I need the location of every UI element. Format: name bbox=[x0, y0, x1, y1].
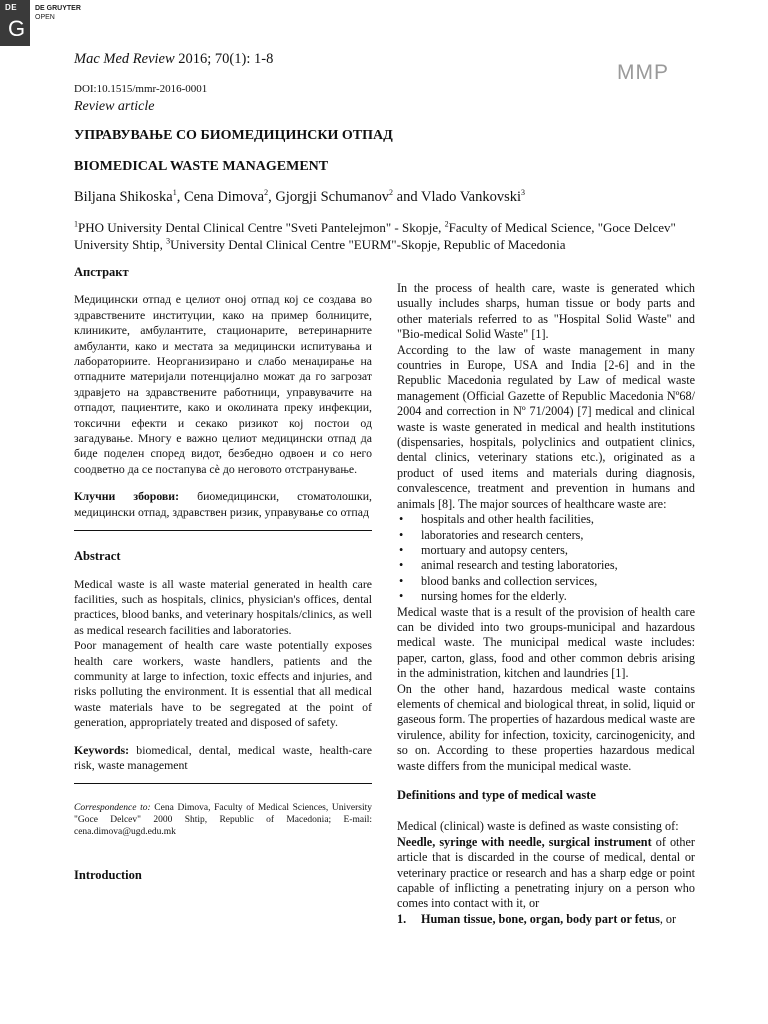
affiliation-text: Faculty of Medical Science, "Goce Delcev" University Shtip, bbox=[74, 220, 676, 252]
author-separator: , bbox=[268, 189, 276, 205]
body-paragraph bbox=[397, 835, 695, 912]
author-affiliation-mark: 1 bbox=[172, 188, 177, 198]
affiliation-text: PHO University Dental Clinical Centre "Sveti Pantelejmon" - Skopje, bbox=[78, 220, 445, 235]
correspondence-text: Cena Dimova, Faculty of Medical Sciences, University "Goce Delcev" 2000 Shtip, Republic of Macedonia; E-mail: cena.dimova@ugd.edu.mk bbox=[74, 803, 372, 838]
logo-top-text: DE bbox=[5, 3, 18, 12]
correspondence-label: Correspondence to: bbox=[74, 803, 151, 814]
author-name: Gjorgji Schumanov bbox=[275, 189, 390, 205]
author-name: Biljana Shikoska bbox=[74, 189, 173, 205]
author-separator: and bbox=[393, 189, 421, 205]
author-affiliation-mark: 2 bbox=[264, 188, 269, 198]
title-macedonian: УПРАВУВАЊЕ СО БИОМЕДИЦИНСКИ ОТПАД bbox=[74, 128, 393, 143]
keywords-en bbox=[74, 743, 372, 774]
left-column bbox=[74, 265, 372, 884]
author-separator: , bbox=[176, 189, 184, 205]
bold-term: Human tissue, bone, organ, body part or fetus bbox=[421, 911, 660, 926]
right-column bbox=[397, 281, 695, 927]
body-paragraph: On the other hand, hazardous medical waste contains elements of chemical and biological threat, in solid, liquid or gaseous form. The properties of hazardous medical waste are virulence, ability for infection, toxicity, carcinogenicity, and so on. According to these properties hazardous medical waste differs from the municipal medical waste. bbox=[397, 681, 695, 773]
abstract-mk-heading: Апстракт bbox=[74, 265, 129, 279]
waste-sources-list bbox=[397, 512, 695, 604]
body-paragraph: Medical waste that is a result of the provision of health care can be divided into two groups-municipal and hazardous medical waste. The municipal medical waste includes: paper, carton, glass, food and other common debris arising in the administration, kitchen and laundries [1]. bbox=[397, 604, 695, 681]
author-name: Cena Dimova bbox=[183, 189, 265, 205]
body-text: of other article that is discarded in the course of medical, dental or veterinary practice or research and has a sharp edge or point capable of inflicting a penetrating injury on a person who comes into contact with it, or bbox=[397, 834, 695, 911]
list-item: • animal research and testing laboratories, bbox=[397, 558, 695, 573]
body-paragraph: In the process of health care, waste is generated which usually includes sharps, human tissue or body parts and other materials referred to as "Hospital Solid Waste" and "Bio-medical Solid Waste" [1]. bbox=[397, 281, 695, 342]
article-type: Review article bbox=[74, 99, 155, 114]
affiliation-text: University Dental Clinical Centre "EURM"-Skopje, Republic of Macedonia bbox=[170, 237, 566, 252]
list-item: • laboratories and research centers, bbox=[397, 528, 695, 543]
keywords-en-label: Keywords: bbox=[74, 742, 130, 757]
affiliation-mark: 2 bbox=[444, 219, 449, 229]
body-paragraph: According to the law of waste management in many countries in Europe, USA and India [2-6] and in the Republic Macedonia regulated by Law of medical waste management (Official Gazette of Republic Macedonia Nº68/ 2004 and correction in Nº 71/2004) [7] medical and clinical waste is waste generated in medical and health institutions (dispensaries, hospitals, polyclinics and outpatient clinics, dental clinics, veterinary stations etc.), originated as a product of used items and materials during diagnosis, convalescence, treatment and prevention in humans and animals [8]. The major sources of healthcare waste are: bbox=[397, 342, 695, 511]
abstract-en-text-1: Medical waste is all waste material generated in health care facilities, such as hospitals, clinics, physician's offices, dental practices, blood banks, and veterinary hospitals/clinics, as well as medical research facilities and laboratories. bbox=[74, 576, 372, 637]
abstract-mk-text: Медицински отпад е целиот оној отпад кој се создава во здравствените институции, како на пример болниците, клиниките, амбулантите, стационарите, ветеринарните амбуланти, како и местата за медицински испитувања и лабораториите. Неорганизирано и слабо менаџирање на отпадните материјали потенцијално можат да го загрозат здравјето на здравствените работници, управувачите на отпадот, пациентите, како и околината преку инфекции, токсични ефекти и секако ризикот кој постои од загадување. Многу е важно целиот медицински отпад да биде поделен според видот, безбедно одвоен и со него соодветно да се постапува сѐ до неговото отстранување. bbox=[74, 292, 372, 476]
author-affiliation-mark: 2 bbox=[389, 188, 394, 198]
publisher-name bbox=[35, 4, 81, 22]
definitions-heading: Definitions and type of medical waste bbox=[397, 788, 596, 802]
abstract-en-heading: Abstract bbox=[74, 549, 121, 564]
doi: DOI:10.1515/mmr-2016-0001 bbox=[74, 83, 208, 95]
affiliations bbox=[74, 219, 694, 253]
publisher-title: DE GRUYTER bbox=[35, 5, 81, 12]
correspondence bbox=[74, 802, 372, 838]
abstract-en-text-2: Poor management of health care waste potentially exposes health care workers, waste handlers, patients and the community at large to infection, toxic effects and injuries, and risks polluting the environment. It is essential that all medical waste materials have to be segregated at the point of generation, appropriately treated and disposed of safety. bbox=[74, 638, 372, 730]
list-item: • nursing homes for the elderly. bbox=[397, 589, 695, 604]
keywords-mk bbox=[74, 489, 372, 520]
author-list bbox=[74, 189, 525, 206]
bold-term: Needle, syringe with needle, surgical instrument bbox=[397, 834, 652, 849]
journal-volume: 2016; 70(1): 1-8 bbox=[178, 51, 274, 67]
title-english: BIOMEDICAL WASTE MANAGEMENT bbox=[74, 159, 329, 174]
affiliation-mark: 1 bbox=[74, 219, 78, 229]
journal-name: Mac Med Review bbox=[74, 51, 175, 67]
body-paragraph: Medical (clinical) waste is defined as waste consisting of: bbox=[397, 819, 679, 834]
keywords-mk-label: Клучни зборови: bbox=[74, 489, 180, 504]
publisher-logo bbox=[0, 0, 30, 46]
publisher-subtitle: OPEN bbox=[35, 14, 55, 21]
section-divider bbox=[74, 783, 372, 784]
affiliation-mark: 3 bbox=[166, 236, 171, 246]
logo-mark: G bbox=[8, 16, 26, 41]
author-name: Vlado Vankovski bbox=[420, 189, 522, 205]
list-item: • hospitals and other health facilities, bbox=[397, 512, 695, 527]
list-item: • blood banks and collection services, bbox=[397, 574, 695, 589]
author-affiliation-mark: 3 bbox=[521, 188, 526, 198]
journal-logo-text: MMP bbox=[617, 61, 669, 84]
journal-citation bbox=[74, 51, 273, 68]
numbered-item bbox=[397, 912, 695, 927]
list-item: • mortuary and autopsy centers, bbox=[397, 543, 695, 558]
introduction-heading: Introduction bbox=[74, 868, 142, 883]
keywords-en-text: biomedical, dental, medical waste, health-care risk, waste management bbox=[74, 742, 372, 772]
item-number: 1. bbox=[397, 911, 407, 926]
body-text: , or bbox=[659, 911, 677, 926]
keywords-mk-text: биомедицински, стоматолошки, медицински отпад, здравствен ризик, управување со отпад bbox=[74, 489, 372, 519]
section-divider bbox=[74, 530, 372, 531]
